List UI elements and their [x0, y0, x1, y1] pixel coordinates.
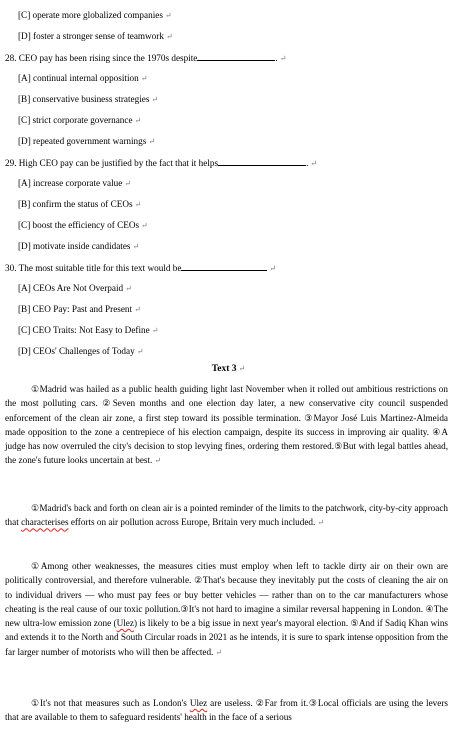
option-30c: [C] CEO Traits: Not Easy to Define ↵ — [18, 325, 159, 335]
passage-paragraph-4: ①It's not that measures such as London's Ulez are useless. ②Far from it.③Local officials are using the levers that are available to them to safeguard residents' health in the face of a serious — [5, 698, 448, 723]
option-28a: [A] continual internal opposition ↵ — [18, 73, 148, 83]
passage-paragraph-3: ①Among other weaknesses, the measures cities must employ when left to tackle dirty air on their own are politically controversial, and therefore vulnerable. ②That's because they inevitably put the costs of cleaning the air on to individual drivers — who must pay fees or buy better vehicles — rather than on to the car manufacturers whose cheating is the real cause of our toxic pollution.③It's not hard to imagine a similar reversal happening in London. ④The new ultra-low emission zone (Ulez) is likely to be a big issue in next year's mayoral election. ⑤And if Sadiq Khan wins and extends it to the North and South Circular roads in 2021 as he intends, it is sure to spark intense opposition from the far larger number of motorists who will then be affected. ↵ — [5, 561, 448, 657]
option-30b: [B] CEO Pay: Past and Present ↵ — [18, 304, 141, 314]
question-28: 28. CEO pay has been rising since the 1970s despite . ↵ — [5, 53, 287, 63]
answer-blank — [181, 261, 267, 271]
option-28b: [B] conservative business strategies ↵ — [18, 94, 159, 104]
option-29a: [A] increase corporate value ↵ — [18, 178, 132, 188]
option-28c: [C] strict corporate governance ↵ — [18, 115, 142, 125]
answer-blank — [218, 156, 306, 166]
section-title: Text 3 ↵ — [211, 364, 246, 374]
option-29c: [C] boost the efficiency of CEOs ↵ — [18, 220, 148, 230]
option-27d: [D] foster a stronger sense of teamwork ↵ — [18, 31, 173, 41]
question-29: 29. High CEO pay can be justified by the fact that it helps . ↵ — [5, 158, 318, 168]
option-29d: [D] motivate inside candidates ↵ — [18, 241, 140, 251]
passage-paragraph-1: ①Madrid was hailed as a public health guiding light last November when it rolled out ambitious restrictions on the most polluting cars. ②Seven months and one election day later, a new conservative city council suspended enforcement of the clean air zone, a first step toward its possible termination. ③Mayor José Luis Martinez-Almeida made opposition to the zone a centrepiece of his election campaign, despite its success in improving air quality. ④A judge has now overruled the city's decision to stop levying fines, ordering them restored.⑤But with legal battles ahead, the zone's future looks uncertain at best. ↵ — [5, 384, 448, 466]
passage-paragraph-2: ①Madrid's back and forth on clean air is a pointed reminder of the limits to the patchwork, city-by-city approach that characterises efforts on air pollution across Europe, Britain very much included. ↵ — [5, 503, 448, 528]
option-30d: [D] CEOs' Challenges of Today ↵ — [18, 346, 144, 356]
option-30a: [A] CEOs Are Not Overpaid ↵ — [18, 283, 132, 293]
question-30: 30. The most suitable title for this text would be ↵ — [5, 263, 277, 273]
option-27c: [C] operate more globalized companies ↵ — [18, 10, 172, 20]
answer-blank — [197, 51, 275, 61]
option-28d: [D] repeated government warnings ↵ — [18, 136, 156, 146]
option-29b: [B] confirm the status of CEOs ↵ — [18, 199, 142, 209]
